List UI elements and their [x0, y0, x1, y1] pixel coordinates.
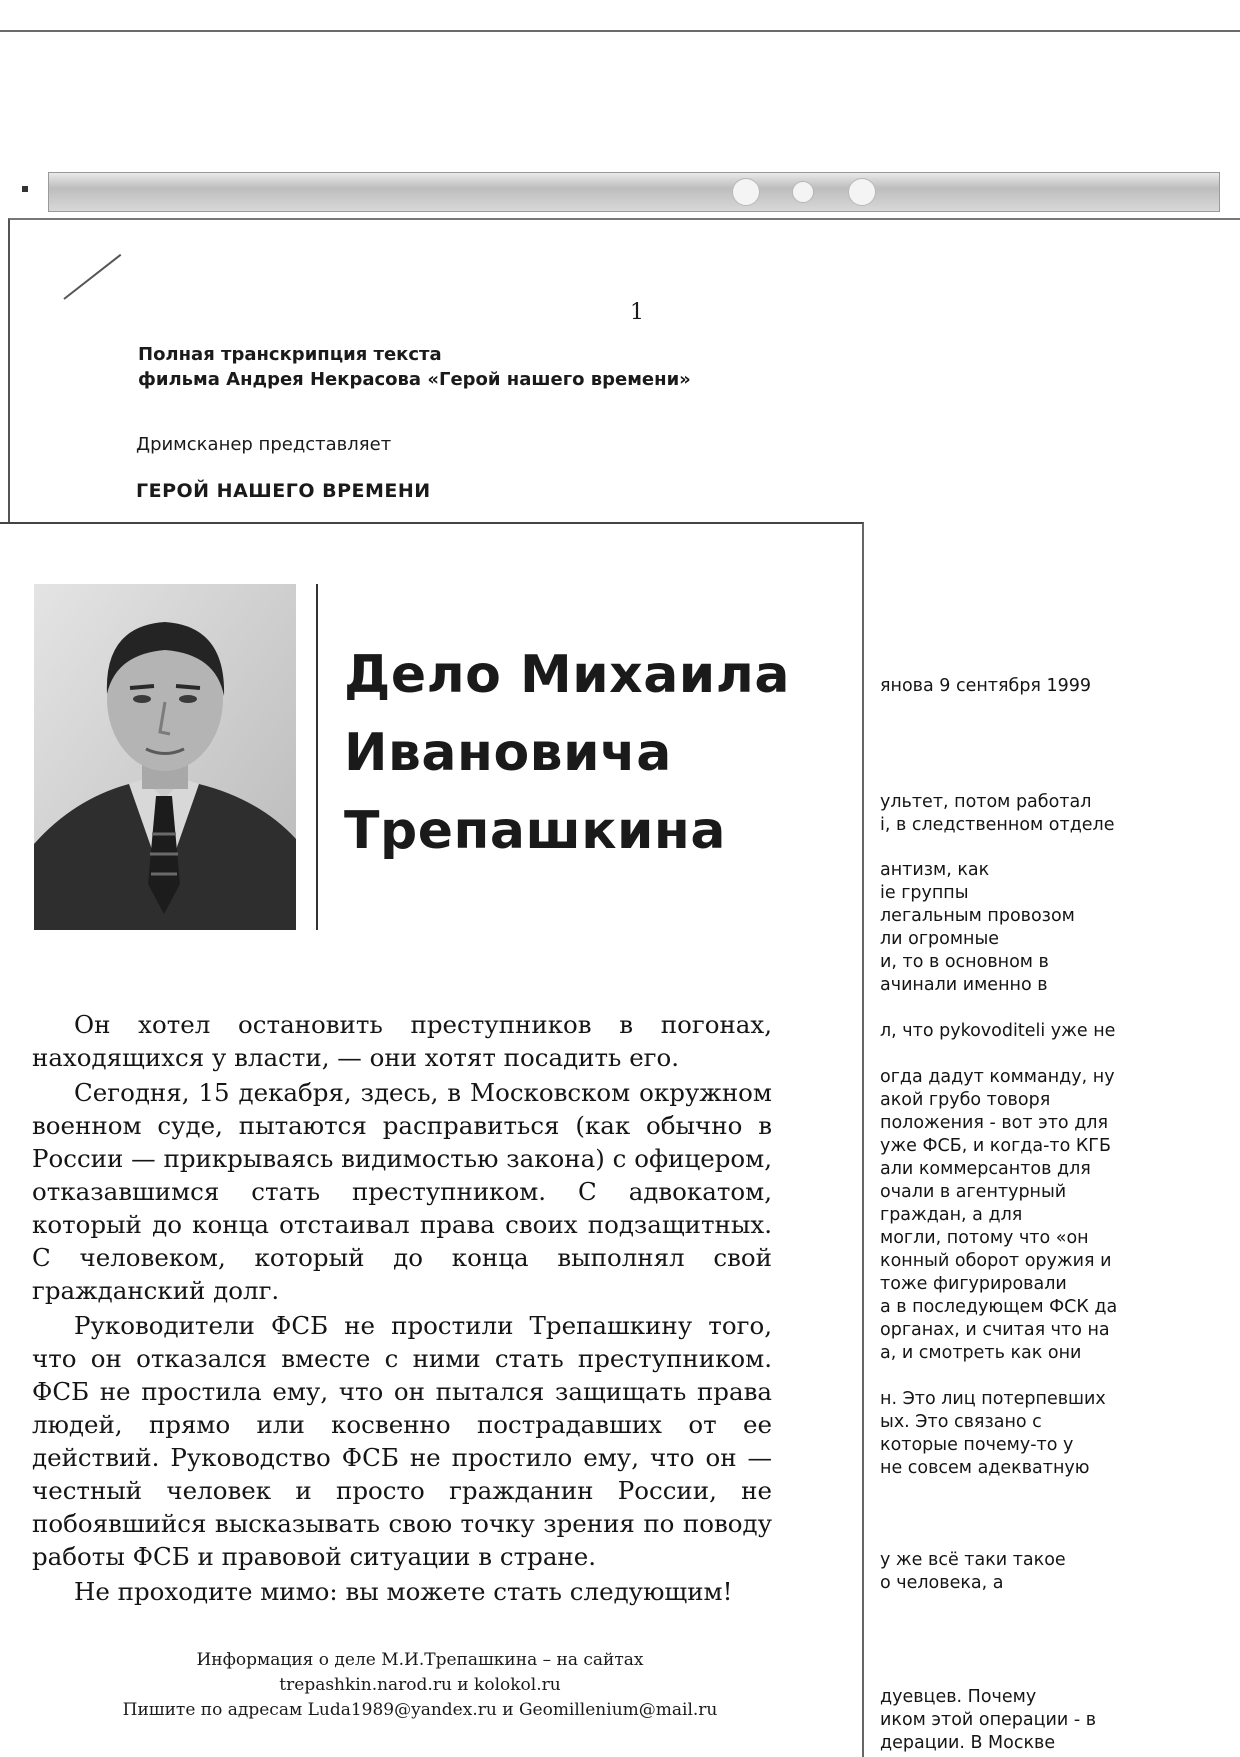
- right-column-line: иком этой операции - в: [880, 1710, 1097, 1730]
- portrait-photo: [34, 584, 296, 930]
- title-line: Полная транскрипция текста: [138, 344, 442, 365]
- photo-divider: [316, 584, 318, 930]
- info-line: Информация о деле М.И.Трепашкина – на сайтах: [196, 1650, 644, 1670]
- right-column-line: акой грубо товоря: [880, 1090, 1051, 1110]
- leaflet-body: [32, 1008, 772, 1610]
- right-column-line: а, и смотреть как они: [880, 1343, 1082, 1363]
- binder-clip-bar: [48, 172, 1220, 212]
- paragraph: Сегодня, 15 декабря, здесь, в Московском окружном военном суде, пытаются расправиться (как обычно в России — прикрываясь видимостью закона) с офицером, отказавшимся стать преступником. С адвокатом, который до конца отстаивал права своих подзащитных. С человеком, который до конца выполнял свой гражданский долг.: [32, 1078, 772, 1305]
- right-column-line: али коммерсантов для: [880, 1159, 1091, 1179]
- right-column-line: і, в следственном отделе: [880, 815, 1115, 835]
- info-line: trepashkin.narod.ru и kolokol.ru: [279, 1675, 561, 1695]
- right-column-line: не совсем адекватную: [880, 1458, 1090, 1478]
- binder-rivet: [792, 181, 814, 203]
- paragraph: Руководители ФСБ не простили Трепашкину того, что он отказался вместе с ними стать преступником. ФСБ не простила ему, что он пытался защищать права людей, прямо или косвенно пострадавших от ее действий. Руководство ФСБ не простило ему, что он — честный человек и просто гражданин России, не побоявшийся высказывать свою точку зрения по поводу работы ФСБ и правовой ситуации в стране.: [32, 1311, 772, 1571]
- case-title-line: Трепашкина: [344, 801, 726, 861]
- right-column-line: легальным провозом: [880, 906, 1075, 926]
- right-column-line: очали в агентурный: [880, 1182, 1067, 1202]
- right-column-line: о человека, а: [880, 1573, 1004, 1593]
- case-title: [344, 636, 864, 870]
- right-column-line: янова 9 сентября 1999: [880, 676, 1092, 696]
- portrait-icon: [34, 584, 296, 930]
- right-column-line: тоже фигурировали: [880, 1274, 1067, 1294]
- right-column-line: ых. Это связано с: [880, 1412, 1042, 1432]
- right-column-line: граждан, а для: [880, 1205, 1023, 1225]
- right-column-line: органах, и считая что на: [880, 1320, 1110, 1340]
- film-title: ГЕРОЙ НАШЕГО ВРЕМЕНИ: [136, 480, 431, 502]
- right-column-line: л, что pykovoditeli уже не: [880, 1021, 1116, 1041]
- right-column-line: и, то в основном в: [880, 952, 1049, 972]
- right-column-line: іе группы: [880, 883, 969, 903]
- right-column-line: ачинали именно в: [880, 975, 1048, 995]
- right-column-line: могли, потому что «он: [880, 1228, 1089, 1248]
- document-title: [138, 342, 838, 392]
- title-line: фильма Андрея Некрасова «Герой нашего времени»: [138, 369, 691, 390]
- right-column-line: н. Это лиц потерпевших: [880, 1389, 1106, 1409]
- right-column-line: ультет, потом работал: [880, 792, 1092, 812]
- binder-rivet: [732, 178, 760, 206]
- info-line: Пишите по адресам Luda1989@yandex.ru и Geomillenium@mail.ru: [122, 1700, 718, 1720]
- case-title-line: Ивановича: [344, 723, 672, 783]
- right-column-line: ли огромные: [880, 929, 1000, 949]
- paragraph: Он хотел остановить преступников в погонах, находящихся у власти, — они хотят посадить его.: [32, 1010, 772, 1072]
- binder-rivet: [848, 178, 876, 206]
- right-column-line: которые почему-то у: [880, 1435, 1074, 1455]
- right-column-line: конный оборот оружия и: [880, 1251, 1112, 1271]
- right-column-line: антизм, как: [880, 860, 990, 880]
- case-title-line: Дело Михаила: [344, 645, 790, 705]
- scan-top-edge: [0, 30, 1240, 32]
- contact-info: [60, 1648, 780, 1723]
- right-column-line: положения - вот это для: [880, 1113, 1109, 1133]
- right-column-line: у же всё таки такое: [880, 1550, 1066, 1570]
- right-column-line: дерации. В Москве: [880, 1733, 1056, 1753]
- right-column-line: а в последующем ФСК да: [880, 1297, 1118, 1317]
- right-column-line: огда дадут комманду, ну: [880, 1067, 1115, 1087]
- right-column-line: дуевцев. Почему: [880, 1687, 1037, 1707]
- page-number: 1: [630, 300, 644, 325]
- right-column-line: уже ФСБ, и когда-то КГБ: [880, 1136, 1111, 1156]
- paragraph: Не проходите мимо: вы можете стать следующим!: [74, 1577, 733, 1606]
- scan-mark: [22, 186, 28, 192]
- presents-line: Дримсканер представляет: [136, 434, 392, 455]
